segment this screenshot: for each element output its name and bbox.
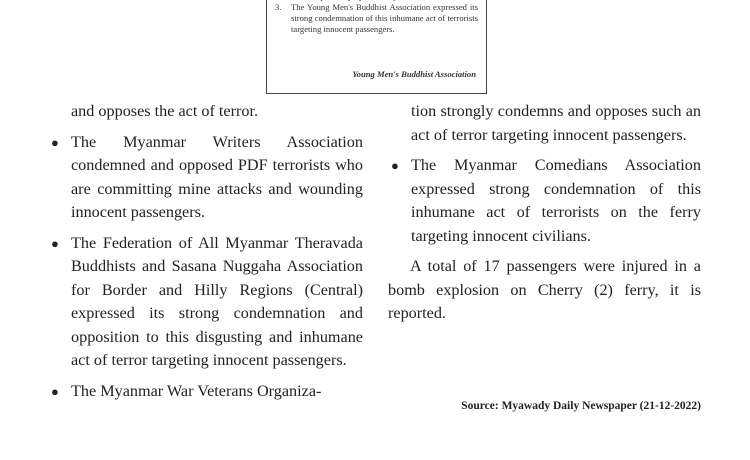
bullet-icon: ● (51, 383, 59, 399)
body-paragraph: A total of 17 passengers were injured in a bomb explosion on Cherry (2) ferry, it is reported. (388, 257, 701, 322)
list-item: ● The Myanmar War Veterans Organiza- (48, 380, 363, 404)
list-item: ● The Myanmar Comedians Association expressed strong condemnation of this inhumane act of terrorists on the ferry targeting innocent civilians. (391, 156, 701, 245)
list-item: ● The Federation of All Myanmar Theravada Buddhists and Sasana Nuggaha Association for Border and Hilly Regions (Central) expressed its strong condemnation and opposition to this disgusting and inhumane act of terror targeting innocent passengers. (51, 233, 363, 369)
continuation-text: tion strongly condemns and opposes such an act of terror targeting innocent passengers. (411, 102, 701, 144)
statement-text: The Young Men's Buddhist Association expressed its strong condemnation of this inhumane act of terrorists targeting innocent passengers. (291, 2, 478, 34)
right-column (388, 100, 701, 326)
statement-box (266, 0, 487, 94)
bullet-icon: ● (51, 235, 59, 251)
left-column (48, 100, 363, 410)
list-item: ● The Myanmar Writers Association condemned and opposed PDF terrorists who are committing mine attacks and wounding innocent passengers. (51, 132, 363, 221)
source-citation: Source: Myawady Daily Newspaper (21-12-2022) (461, 400, 701, 412)
continuation-text: and opposes the act of terror. (71, 102, 258, 120)
bullet-icon: ● (391, 158, 399, 173)
statement-line (275, 2, 478, 35)
statement-signature: Young Men's Buddhist Association (352, 69, 476, 79)
statement-number: 3. (275, 2, 282, 12)
bullet-icon: ● (51, 134, 59, 150)
